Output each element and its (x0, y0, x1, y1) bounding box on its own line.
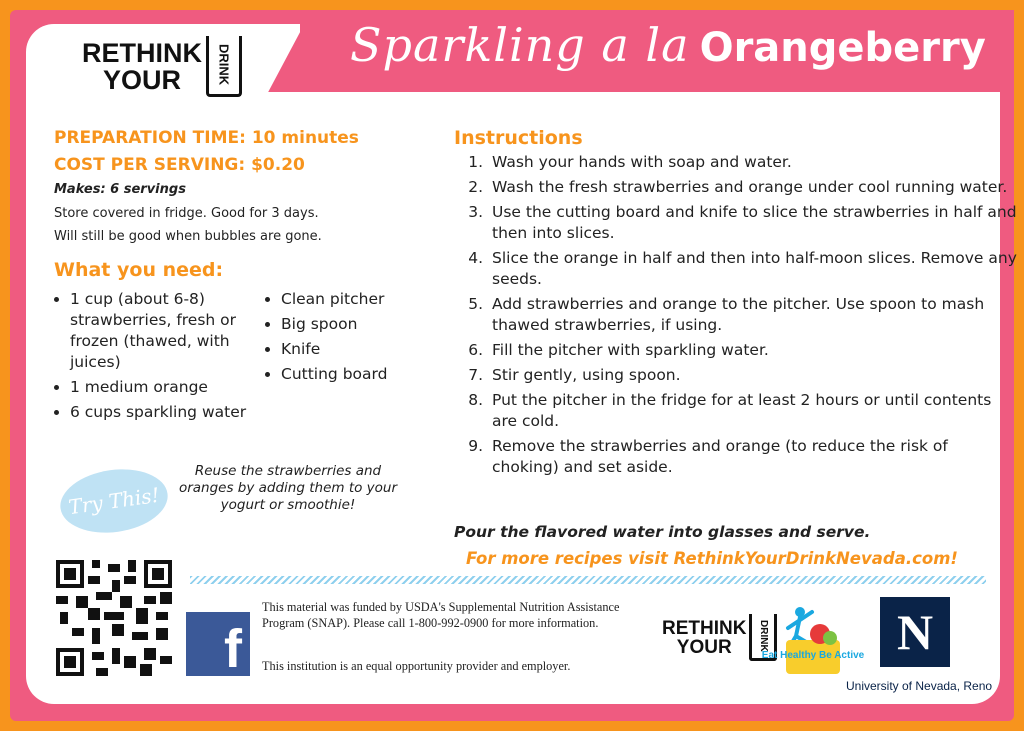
prep-time: PREPARATION TIME: 10 minutes (54, 128, 359, 148)
serve-instruction: Pour the flavored water into glasses and serve. (454, 523, 871, 541)
try-this-text: Reuse the strawberries and oranges by adding them to your yogurt or smoothie! (178, 463, 398, 513)
title-script: Sparkling a la (350, 18, 690, 72)
logo-line-rethink: RETHINK (662, 617, 747, 639)
unr-letter: N (896, 604, 934, 660)
recipe-title (350, 18, 986, 72)
unr-logo (880, 597, 950, 667)
storage-line-1: Store covered in fridge. Good for 3 days. (54, 206, 319, 221)
step-item: 8. Put the pitcher in the fridge for at least 2 hours or until contents are cold. (488, 390, 1018, 432)
list-item: • 1 cup (about 6-8) strawberries, fresh or frozen (thawed, with juices) (70, 289, 250, 373)
step-item: 4. Slice the orange in half and then into half-moon slices. Remove any seeds. (488, 248, 1018, 290)
logo-line-your: YOUR (676, 636, 732, 658)
dotted-divider (190, 576, 986, 584)
step-item: 2. Wash the fresh strawberries and orange under cool running water. (488, 177, 1018, 198)
what-you-need-heading: What you need: (54, 259, 224, 281)
ehba-logo-text: Eat Healthy Be Active (761, 650, 865, 661)
list-item: • 6 cups sparkling water (70, 402, 250, 423)
title-bold: Orangeberry (699, 25, 986, 71)
step-item: 7. Stir gently, using spoon. (488, 365, 1018, 386)
rethink-your-drink-logo (82, 36, 242, 97)
list-item: • Cutting board (281, 364, 441, 385)
unr-name: University of Nevada, Reno (846, 679, 993, 693)
list-item: • Clean pitcher (281, 289, 441, 310)
step-item: 1. Wash your hands with soap and water. (488, 152, 1018, 173)
list-item: • Knife (281, 339, 441, 360)
rethink-your-drink-logo-small (662, 614, 777, 661)
instructions-heading: Instructions (454, 127, 583, 149)
logo-glass-text: DRINK (216, 44, 232, 86)
logo-glass-text: DRINK (757, 620, 769, 652)
list-item: • 1 medium orange (70, 377, 250, 398)
funding-statement: This material was funded by USDA's Supplemental Nutrition Assistance Program (SNAP). Please call 1-800-992-0900 for more information. (262, 600, 620, 630)
list-item: • Big spoon (281, 314, 441, 335)
equal-opportunity-statement: This institution is an equal opportunity provider and employer. (262, 659, 571, 673)
logo-line-your: YOUR (102, 64, 181, 95)
facebook-icon[interactable]: f (186, 612, 250, 676)
more-recipes-link[interactable]: For more recipes visit RethinkYourDrinkNevada.com! (466, 549, 958, 568)
glass-icon (206, 36, 242, 97)
instruction-steps (454, 152, 1018, 482)
equipment-list (265, 289, 441, 389)
logo-line-rethink: RETHINK (82, 37, 202, 68)
step-item: 3. Use the cutting board and knife to slice the strawberries in half and then into slices. (488, 202, 1018, 244)
storage-line-2: Will still be good when bubbles are gone. (54, 229, 322, 244)
step-item: 5. Add strawberries and orange to the pitcher. Use spoon to mash thawed strawberries, if using. (488, 294, 1018, 336)
ingredient-list (54, 289, 250, 427)
makes-servings: Makes: 6 servings (54, 182, 186, 197)
qr-code-icon[interactable] (56, 560, 172, 676)
try-this-label: Try This! (67, 482, 161, 520)
step-item: 6. Fill the pitcher with sparkling water. (488, 340, 1018, 361)
cost-per-serving: COST PER SERVING: $0.20 (54, 155, 305, 175)
step-item: 9. Remove the strawberries and orange (to reduce the risk of choking) and set aside. (488, 436, 1018, 478)
